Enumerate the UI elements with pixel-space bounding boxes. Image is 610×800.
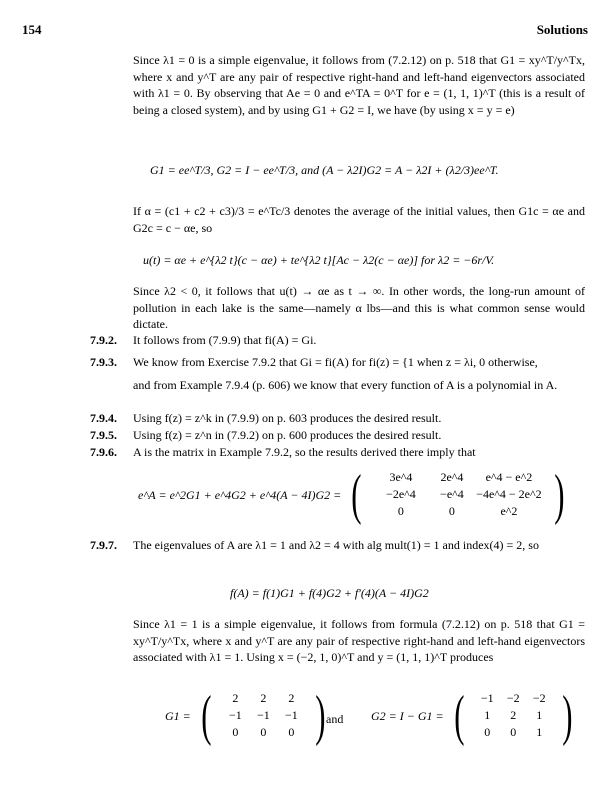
matrix-cell: 2 xyxy=(288,690,295,705)
item-text: Using f(z) = z^k in (7.9.9) on p. 603 produces the desired result. xyxy=(133,411,442,425)
matrix-cell: −1 xyxy=(480,690,494,705)
matrix-cell: 0 xyxy=(232,724,239,739)
intro-paragraph: Since λ1 = 0 is a simple eigenvalue, it follows from (7.2.12) on p. 518 that G1 = xy^T/y^Tx, where x and y^T are any pair of respective right-hand and left-hand eigenvectors associated with λ1 = 0. By observing that Ae = 0 and e^TA = 0^T for e = (1, 1, 1)^T (this is a result of being a closed system), and by using G1 + G2 = I, we have (by using x = y = e) xyxy=(133,53,585,117)
matrix-cell: 2 xyxy=(232,690,239,705)
matrix-cell: 2 xyxy=(260,690,267,705)
item-text: The eigenvalues of A are λ1 = 1 and λ2 = 4 with alg mult(1) = 1 and index(4) = 2, so xyxy=(133,538,539,552)
equation-u-t: u(t) = αe + e^{λ2 t}(c − αe) + te^{λ2 t}[Ac − λ2(c − αe)] for λ2 = −6r/V. xyxy=(143,253,495,267)
matrix-cell: −e^4 xyxy=(440,486,464,501)
matrix-cell: −1 xyxy=(229,707,242,722)
left-paren: ( xyxy=(453,685,465,747)
matrix-cell: 0 xyxy=(510,724,517,739)
matrix-cell: 2 xyxy=(510,707,517,722)
matrix-cell: e^4 − e^2 xyxy=(485,469,533,484)
matrix-cell: 1 xyxy=(484,707,491,722)
item-number: 7.9.6. xyxy=(90,445,117,459)
matrix-cell: 0 xyxy=(484,724,491,739)
left-paren: ( xyxy=(351,464,362,526)
item-number: 7.9.2. xyxy=(90,333,117,347)
item-text: Using f(z) = z^n in (7.9.2) on p. 600 produces the desired result. xyxy=(133,428,442,442)
matrix-cell: 2e^4 xyxy=(440,469,464,484)
matrix-cell: 1 xyxy=(536,724,543,739)
left-paren: ( xyxy=(200,685,212,747)
matrix-cell: −4e^4 − 2e^2 xyxy=(476,486,542,501)
exp-matrix-grid xyxy=(372,470,544,521)
section-title: Solutions xyxy=(536,22,588,37)
matrix-cell: −2 xyxy=(532,690,546,705)
and-word: and xyxy=(326,712,344,726)
item-text: We know from Exercise 7.9.2 that Gi = fi(A) for fi(z) = {1 when z = λi, 0 otherwise, xyxy=(133,355,538,369)
right-paren: ) xyxy=(315,685,326,747)
matrix-cell: −1 xyxy=(285,707,298,722)
g1-paragraph: Since λ1 = 1 is a simple eigenvalue, it follows from formula (7.2.12) on p. 518 that G1 = xy^T/y^Tx, where x and y^T are any pair of respective right-hand and left-hand eigenvectors associated with λ1 = 1. Using x = (−2, 1, 0)^T and y = (1, 1, 1)^T produces xyxy=(133,617,585,665)
conclusion-paragraph: Since λ2 < 0, it follows that u(t) → αe as t → ∞. In other words, the long-run amount of pollution in each lake is the same—namely α lbs—and this is what common sense would dictate. xyxy=(133,284,585,332)
matrix-cell: 0 xyxy=(397,503,404,518)
g1-matrix-equation xyxy=(165,685,330,747)
equation-g1-g2: G1 = ee^T/3, G2 = I − ee^T/3, and (A − λ2I)G2 = A − λ2I + (λ2/3)ee^T. xyxy=(150,163,499,177)
item-number: 7.9.7. xyxy=(90,538,117,552)
matrix-cell: −2e^4 xyxy=(386,486,416,501)
exp-matrix-equation xyxy=(138,464,569,526)
right-paren: ) xyxy=(562,685,573,747)
right-paren: ) xyxy=(554,464,565,526)
g1-lhs: G1 = xyxy=(165,708,191,723)
page-number: 154 xyxy=(22,22,42,37)
matrix-cell: −2 xyxy=(506,690,520,705)
matrix-cell: 1 xyxy=(536,707,543,722)
item-number: 7.9.3. xyxy=(90,355,117,369)
average-paragraph: If α = (c1 + c2 + c3)/3 = e^Tc/3 denotes the average of the initial values, then G1c = αe and G2c = c − αe, so xyxy=(133,204,585,235)
matrix-cell: 0 xyxy=(288,724,295,739)
item-number: 7.9.5. xyxy=(90,428,117,442)
g2-matrix-equation xyxy=(371,685,577,747)
exp-lhs: e^A = e^2G1 + e^4G2 + e^4(A − 4I)G2 = xyxy=(138,487,342,502)
matrix-cell: 3e^4 xyxy=(389,469,413,484)
matrix-cell: 0 xyxy=(448,503,455,518)
matrix-cell: e^2 xyxy=(500,503,518,518)
g1-matrix-grid xyxy=(221,691,305,742)
item-text: and from Example 7.9.4 (p. 606) we know that every function of A is a polynomial in A. xyxy=(133,378,558,392)
item-text: It follows from (7.9.9) that fi(A) = Gi. xyxy=(133,333,317,347)
g2-lhs: G2 = I − G1 = xyxy=(371,708,444,723)
equation-f-a: f(A) = f(1)G1 + f(4)G2 + f′(4)(A − 4I)G2 xyxy=(230,586,429,600)
item-number: 7.9.4. xyxy=(90,411,117,425)
matrix-cell: 0 xyxy=(260,724,267,739)
g2-matrix-grid xyxy=(474,691,552,742)
matrix-cell: −1 xyxy=(257,707,270,722)
item-text: A is the matrix in Example 7.9.2, so the results derived there imply that xyxy=(133,445,476,459)
